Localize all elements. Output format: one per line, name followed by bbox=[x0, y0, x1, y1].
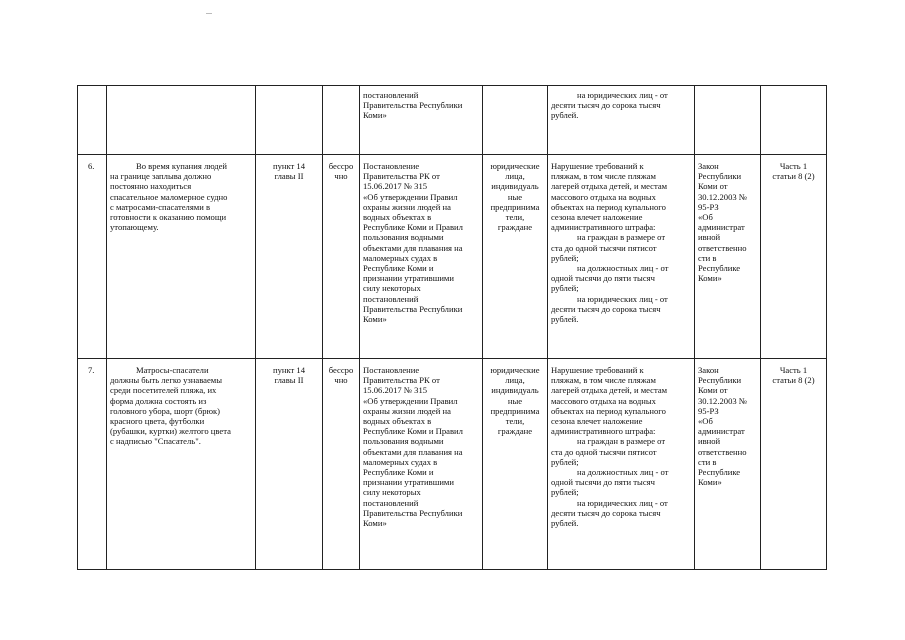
text-line: объектами для плавания на bbox=[363, 242, 463, 253]
text-line: маломерных судах в bbox=[363, 252, 438, 263]
text-line: сти в bbox=[698, 252, 717, 263]
text-line: рублей; bbox=[551, 283, 579, 294]
text-line: водных объектах в bbox=[363, 416, 432, 427]
table-row bbox=[78, 359, 827, 570]
cell-article bbox=[761, 359, 827, 570]
text-line: 30.12.2003 № bbox=[698, 395, 748, 406]
text-line: Коми от bbox=[698, 181, 728, 192]
text-line: тели, bbox=[505, 416, 525, 427]
text-line: пользования водными bbox=[363, 436, 444, 447]
cell-requirement bbox=[107, 86, 256, 155]
requirements-table bbox=[77, 85, 827, 570]
text-line: лагерей отдыха детей, и местам bbox=[551, 181, 668, 192]
text-line: 15.06.2017 № 315 bbox=[363, 385, 428, 396]
text-line: Закон bbox=[698, 365, 719, 375]
text-line: Республики bbox=[698, 375, 742, 386]
cell-law bbox=[695, 359, 761, 570]
text-line: спасательное маломерное судно bbox=[110, 191, 228, 202]
text-line: десяти тысяч до сорока тысяч bbox=[551, 100, 661, 111]
text-line: тели, bbox=[505, 212, 525, 223]
text-line: Правительства РК от bbox=[363, 375, 440, 386]
text-line: бессро bbox=[328, 161, 354, 171]
text-line: постановлений bbox=[363, 497, 419, 508]
text-line: с надписью "Спасатель". bbox=[110, 436, 201, 447]
text-line: Постановление bbox=[363, 365, 420, 375]
text-line: одной тысячи до пяти тысяч bbox=[551, 477, 655, 488]
text-line: 95-РЗ bbox=[698, 201, 719, 212]
text-line: массового отдыха на водных bbox=[551, 395, 656, 406]
text-line: массового отдыха на водных bbox=[551, 191, 656, 202]
text-line: 30.12.2003 № bbox=[698, 191, 748, 202]
text-line: рублей. bbox=[551, 314, 579, 325]
text-line: «Об bbox=[698, 212, 713, 223]
text-line: объектах на период купального bbox=[551, 405, 666, 416]
text-line: пункт 14 bbox=[272, 365, 306, 375]
text-line: рублей; bbox=[551, 487, 579, 498]
cell-law bbox=[695, 155, 761, 359]
text-line: 15.06.2017 № 315 bbox=[363, 181, 428, 192]
text-line: ответственно bbox=[698, 242, 747, 253]
text-line: Нарушение требований к bbox=[551, 365, 644, 375]
text-line: статьи 8 (2) bbox=[772, 375, 815, 386]
text-line: индивидуаль bbox=[491, 181, 539, 192]
text-line: рублей. bbox=[551, 110, 579, 121]
text-line: с матросами-спасателями в bbox=[110, 201, 211, 212]
text-line: чно bbox=[334, 171, 348, 182]
cell-point bbox=[256, 155, 323, 359]
text-line: рублей; bbox=[551, 252, 579, 263]
text-line: Коми от bbox=[698, 385, 728, 396]
text-line: Правительства Республики bbox=[363, 100, 463, 111]
text-line: силу некоторых bbox=[363, 283, 421, 294]
text-line: пользования водными bbox=[363, 232, 444, 243]
text-line: бессро bbox=[328, 365, 354, 375]
cell-number: 6. bbox=[78, 155, 107, 359]
text-line: сти в bbox=[698, 456, 717, 467]
text-line: «Об утверждении Правил bbox=[363, 191, 458, 202]
text-line: рублей; bbox=[551, 456, 579, 467]
text-line: предпринима bbox=[490, 405, 540, 416]
cell-article bbox=[761, 155, 827, 359]
text-line: ивной bbox=[698, 232, 721, 243]
text-line: признании утратившими bbox=[363, 273, 454, 284]
text-line: юридические bbox=[490, 161, 540, 171]
text-line: Республике Коми и bbox=[363, 263, 434, 274]
text-line: постановлений bbox=[363, 90, 419, 100]
cell-law bbox=[695, 86, 761, 155]
cell-point bbox=[256, 359, 323, 570]
text-line: на граждан в размере от bbox=[577, 436, 666, 447]
text-line: главы II bbox=[274, 171, 304, 182]
text-line: лица, bbox=[505, 171, 525, 182]
text-line: лагерей отдыха детей, и местам bbox=[551, 385, 668, 396]
text-line: Часть 1 bbox=[779, 161, 808, 171]
text-line: силу некоторых bbox=[363, 487, 421, 498]
cell-point bbox=[256, 86, 323, 155]
text-line: административного штрафа: bbox=[551, 426, 656, 437]
text-line: на границе заплыва должно bbox=[110, 171, 212, 182]
cell-liability bbox=[548, 86, 695, 155]
text-line: среди посетителей пляжа, их bbox=[110, 385, 217, 396]
text-line: Матросы-спасатели bbox=[136, 365, 209, 375]
text-line: Республике Коми и Правил bbox=[363, 426, 463, 437]
cell-act bbox=[360, 155, 483, 359]
text-line: головного убора, шорт (брюк) bbox=[110, 405, 221, 416]
text-line: лица, bbox=[505, 375, 525, 386]
text-line: Республике Коми и Правил bbox=[363, 222, 463, 233]
text-line: Республике bbox=[698, 467, 741, 478]
text-line: пляжам, в том числе пляжам bbox=[551, 375, 656, 386]
text-line: Коми» bbox=[363, 110, 387, 121]
text-line: охраны жизни людей на bbox=[363, 405, 451, 416]
text-line: Правительства Республики bbox=[363, 507, 463, 518]
text-line: на граждан в размере от bbox=[577, 232, 666, 243]
cell-liability bbox=[548, 155, 695, 359]
text-line: водных объектах в bbox=[363, 212, 432, 223]
text-line: главы II bbox=[274, 375, 304, 386]
cell-liability bbox=[548, 359, 695, 570]
cell-number: 7. bbox=[78, 359, 107, 570]
text-line: пункт 14 bbox=[272, 161, 306, 171]
text-line: постановлений bbox=[363, 293, 419, 304]
text-line: постоянно находиться bbox=[110, 181, 192, 192]
text-line: предпринима bbox=[490, 201, 540, 212]
text-line: (рубашки, куртки) желтого цвета bbox=[110, 426, 231, 437]
text-line: «Об утверждении Правил bbox=[363, 395, 458, 406]
text-line: одной тысячи до пяти тысяч bbox=[551, 273, 655, 284]
text-line: ста до одной тысячи пятисот bbox=[551, 242, 657, 253]
text-line: десяти тысяч до сорока тысяч bbox=[551, 507, 661, 518]
text-line: красного цвета, футболки bbox=[110, 416, 205, 427]
text-line: сезона влечет наложение bbox=[551, 416, 643, 427]
text-line: рублей. bbox=[551, 518, 579, 529]
text-line: чно bbox=[334, 375, 348, 386]
text-line: сезона влечет наложение bbox=[551, 212, 643, 223]
text-line: Правительства РК от bbox=[363, 171, 440, 182]
text-line: маломерных судах в bbox=[363, 456, 438, 467]
text-line: Коми» bbox=[698, 477, 722, 488]
cell-requirement bbox=[107, 359, 256, 570]
text-line: Закон bbox=[698, 161, 719, 171]
text-line: граждане bbox=[497, 222, 533, 233]
text-line: Республики bbox=[698, 171, 742, 182]
text-line: Часть 1 bbox=[779, 365, 808, 375]
text-line: Коми» bbox=[363, 314, 387, 325]
text-line: Во время купания людей bbox=[136, 161, 228, 171]
cell-number bbox=[78, 86, 107, 155]
text-line: объектами для плавания на bbox=[363, 446, 463, 457]
text-line: ивной bbox=[698, 436, 721, 447]
cell-term bbox=[323, 86, 360, 155]
table-row bbox=[78, 86, 827, 155]
text-line: на должностных лиц - от bbox=[577, 467, 669, 478]
text-line: ста до одной тысячи пятисот bbox=[551, 446, 657, 457]
text-line: граждане bbox=[497, 426, 533, 437]
cell-article bbox=[761, 86, 827, 155]
text-line: администрат bbox=[698, 222, 745, 233]
cell-subjects bbox=[483, 359, 548, 570]
text-line: Коми» bbox=[363, 518, 387, 529]
text-line: «Об bbox=[698, 416, 713, 427]
text-line: форма должна состоять из bbox=[110, 395, 207, 406]
cell-act bbox=[360, 359, 483, 570]
text-line: утопающему. bbox=[110, 222, 159, 233]
text-line: Правительства Республики bbox=[363, 303, 463, 314]
text-line: Постановление bbox=[363, 161, 420, 171]
scan-mark bbox=[206, 13, 212, 14]
text-line: объектах на период купального bbox=[551, 201, 666, 212]
text-line: на должностных лиц - от bbox=[577, 263, 669, 274]
text-line: на юридических лиц - от bbox=[577, 90, 668, 100]
text-line: десяти тысяч до сорока тысяч bbox=[551, 303, 661, 314]
cell-act bbox=[360, 86, 483, 155]
text-line: Нарушение требований к bbox=[551, 161, 644, 171]
text-line: признании утратившими bbox=[363, 477, 454, 488]
text-line: Коми» bbox=[698, 273, 722, 284]
text-line: ные bbox=[507, 191, 523, 202]
text-line: Республике Коми и bbox=[363, 467, 434, 478]
text-line: статьи 8 (2) bbox=[772, 171, 815, 182]
text-line: индивидуаль bbox=[491, 385, 539, 396]
text-line: ответственно bbox=[698, 446, 747, 457]
table-row bbox=[78, 155, 827, 359]
cell-subjects bbox=[483, 86, 548, 155]
text-line: готовности к оказанию помощи bbox=[110, 212, 227, 223]
text-line: пляжам, в том числе пляжам bbox=[551, 171, 656, 182]
cell-requirement bbox=[107, 155, 256, 359]
text-line: администрат bbox=[698, 426, 745, 437]
text-line: должны быть легко узнаваемы bbox=[110, 375, 222, 386]
text-line: административного штрафа: bbox=[551, 222, 656, 233]
cell-subjects bbox=[483, 155, 548, 359]
text-line: юридические bbox=[490, 365, 540, 375]
cell-term bbox=[323, 359, 360, 570]
text-line: на юридических лиц - от bbox=[577, 293, 668, 304]
text-line: 95-РЗ bbox=[698, 405, 719, 416]
text-line: на юридических лиц - от bbox=[577, 497, 668, 508]
text-line: Республике bbox=[698, 263, 741, 274]
cell-term bbox=[323, 155, 360, 359]
text-line: охраны жизни людей на bbox=[363, 201, 451, 212]
text-line: ные bbox=[507, 395, 523, 406]
